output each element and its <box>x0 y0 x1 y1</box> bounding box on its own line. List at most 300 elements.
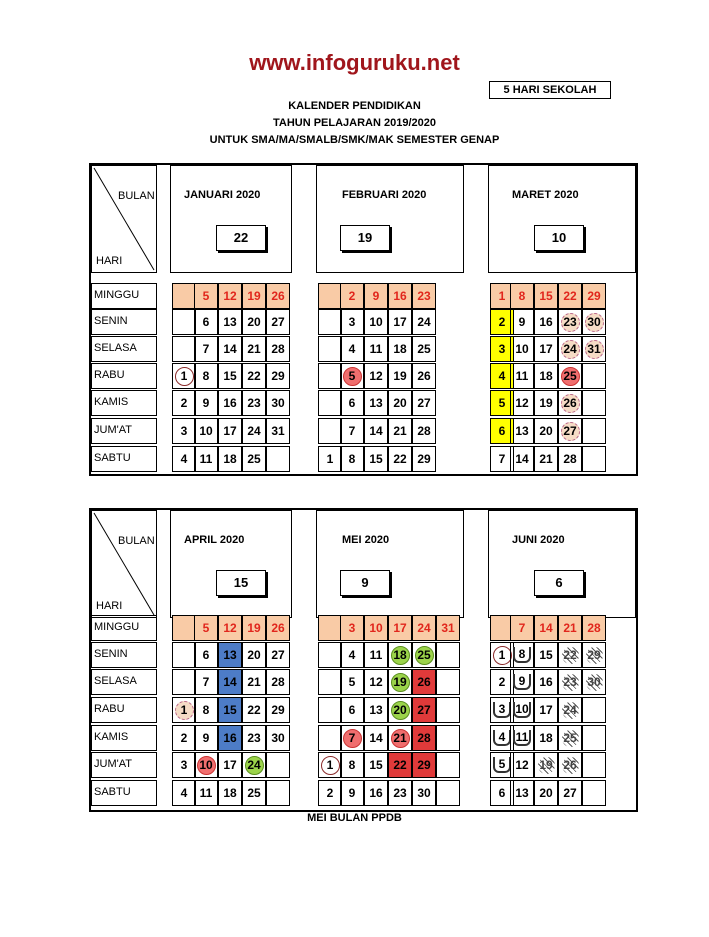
day-cell: 27 <box>412 390 436 416</box>
school-days-badge: 5 HARI SEKOLAH <box>489 81 611 99</box>
effective-days-count: 19 <box>340 225 390 251</box>
day-marker: 3 <box>493 702 511 718</box>
day-cell <box>242 752 266 778</box>
day-marker: 10 <box>197 756 216 775</box>
day-cell: 6 <box>490 780 514 806</box>
month-header-box <box>170 165 292 273</box>
day-label-box <box>91 309 157 335</box>
day-marker: 19 <box>539 758 553 772</box>
day-cell: 20 <box>388 390 412 416</box>
day-cell: 16 <box>218 725 242 751</box>
day-cell <box>266 780 290 806</box>
day-label-box <box>91 669 157 695</box>
day-label-box <box>91 283 157 309</box>
day-label-box <box>91 446 157 472</box>
day-cell: 28 <box>266 669 290 695</box>
day-cell: 16 <box>534 669 558 695</box>
day-cell <box>318 615 342 641</box>
day-cell <box>388 669 412 695</box>
day-cell: 19 <box>388 363 412 389</box>
day-cell: 25 <box>412 336 436 362</box>
day-label-box <box>91 725 157 751</box>
day-marker: 18 <box>391 646 410 665</box>
day-cell <box>318 336 342 362</box>
day-cell: 25 <box>242 780 266 806</box>
title-line-1: KALENDER PENDIDIKAN <box>288 100 421 112</box>
effective-days-count: 22 <box>216 225 266 251</box>
day-label-box <box>91 752 157 778</box>
day-cell: 13 <box>510 780 534 806</box>
day-marker: 24 <box>245 756 264 775</box>
day-cell <box>318 642 342 668</box>
day-cell: 20 <box>534 418 558 444</box>
bulan-label: BULAN <box>118 190 155 202</box>
day-cell: 3 <box>340 615 364 641</box>
day-cell: 29 <box>412 752 436 778</box>
day-cell: 26 <box>412 669 436 695</box>
day-cell: 6 <box>194 309 218 335</box>
day-cell: 4 <box>172 780 196 806</box>
day-cell <box>412 642 436 668</box>
day-marker: 20 <box>391 701 410 720</box>
day-cell <box>582 390 606 416</box>
day-label-box <box>91 615 157 641</box>
day-cell: 16 <box>534 309 558 335</box>
day-cell: 17 <box>534 336 558 362</box>
footer-note: MEI BULAN PPDB <box>307 812 402 824</box>
day-cell <box>436 752 460 778</box>
day-cell: 9 <box>340 780 364 806</box>
day-marker: 25 <box>563 731 577 745</box>
day-cell: 2 <box>172 725 196 751</box>
day-cell <box>558 336 582 362</box>
day-label-5: JUM'AT <box>94 424 132 436</box>
day-cell <box>318 283 342 309</box>
day-cell: 22 <box>388 752 412 778</box>
day-cell <box>582 642 606 668</box>
month-name: JANUARI 2020 <box>184 189 261 201</box>
day-cell: 15 <box>218 363 242 389</box>
day-cell: 26 <box>266 615 290 641</box>
day-cell: 28 <box>582 615 606 641</box>
day-cell: 6 <box>194 642 218 668</box>
day-cell: 8 <box>194 697 218 723</box>
day-cell <box>582 309 606 335</box>
day-cell: 16 <box>388 283 412 309</box>
day-cell <box>582 780 606 806</box>
day-marker: 11 <box>513 730 531 746</box>
day-cell: 17 <box>388 309 412 335</box>
day-marker: 21 <box>391 729 410 748</box>
month-header-box <box>488 165 636 273</box>
day-label-2: SELASA <box>94 675 137 687</box>
hari-label: HARI <box>96 255 123 267</box>
day-label-3: RABU <box>94 369 125 381</box>
day-marker: 26 <box>563 758 577 772</box>
day-label-1: SENIN <box>94 315 128 327</box>
day-marker: 1 <box>493 646 512 665</box>
site-url: www.infoguruku.net <box>249 50 460 75</box>
day-cell: 18 <box>534 363 558 389</box>
day-cell: 27 <box>266 642 290 668</box>
day-cell: 20 <box>242 309 266 335</box>
month-header-box <box>170 510 292 618</box>
day-cell <box>582 697 606 723</box>
day-cell <box>582 446 606 472</box>
day-cell: 16 <box>218 390 242 416</box>
day-cell: 15 <box>218 697 242 723</box>
day-label-box <box>91 697 157 723</box>
day-cell <box>558 697 582 723</box>
day-cell: 7 <box>340 418 364 444</box>
day-cell: 17 <box>218 418 242 444</box>
day-cell: 24 <box>242 418 266 444</box>
month-header-box <box>488 510 636 618</box>
day-cell <box>318 309 342 335</box>
day-cell <box>194 752 218 778</box>
day-label-4: KAMIS <box>94 396 129 408</box>
day-marker: 1 <box>175 701 194 720</box>
effective-days-count: 15 <box>216 570 266 596</box>
day-cell: 15 <box>534 642 558 668</box>
day-marker: 30 <box>587 675 601 689</box>
day-cell <box>388 725 412 751</box>
day-cell <box>318 363 342 389</box>
day-label-1: SENIN <box>94 648 128 660</box>
day-marker: 8 <box>513 647 531 663</box>
day-cell <box>436 697 460 723</box>
day-marker: 25 <box>561 367 580 386</box>
day-cell: 11 <box>194 446 218 472</box>
day-cell: 13 <box>218 309 242 335</box>
day-cell: 26 <box>412 363 436 389</box>
day-cell: 11 <box>194 780 218 806</box>
day-cell <box>266 446 290 472</box>
day-cell <box>558 725 582 751</box>
day-cell: 7 <box>194 669 218 695</box>
day-cell <box>582 752 606 778</box>
day-cell: 29 <box>266 697 290 723</box>
day-cell <box>558 390 582 416</box>
day-cell: 27 <box>412 697 436 723</box>
month-name: FEBRUARI 2020 <box>342 189 427 201</box>
day-cell <box>582 669 606 695</box>
month-name: MEI 2020 <box>342 534 390 546</box>
day-cell: 4 <box>172 446 196 472</box>
day-cell: 28 <box>266 336 290 362</box>
day-cell <box>558 309 582 335</box>
day-cell <box>510 669 534 695</box>
day-label-5: JUM'AT <box>94 758 132 770</box>
day-marker: 26 <box>561 394 580 413</box>
day-label-2: SELASA <box>94 342 137 354</box>
hari-label: HARI <box>96 600 123 612</box>
day-marker: 10 <box>513 702 531 718</box>
day-cell: 2 <box>340 283 364 309</box>
day-cell: 16 <box>364 780 388 806</box>
day-cell: 28 <box>412 418 436 444</box>
day-cell <box>388 697 412 723</box>
day-label-6: SABTU <box>94 786 131 798</box>
day-cell <box>436 642 460 668</box>
day-cell <box>266 752 290 778</box>
day-cell: 10 <box>510 336 534 362</box>
day-marker: 9 <box>513 674 531 690</box>
day-cell: 17 <box>534 697 558 723</box>
day-cell <box>388 642 412 668</box>
day-cell: 5 <box>194 283 218 309</box>
day-marker: 23 <box>563 675 577 689</box>
day-cell: 4 <box>340 642 364 668</box>
day-cell <box>534 752 558 778</box>
day-cell: 12 <box>218 615 242 641</box>
day-marker: 5 <box>343 367 362 386</box>
day-cell: 15 <box>364 752 388 778</box>
day-marker: 27 <box>561 422 580 441</box>
day-marker: 31 <box>585 340 604 359</box>
day-cell: 12 <box>510 390 534 416</box>
title-line-2: TAHUN PELAJARAN 2019/2020 <box>272 117 437 129</box>
day-cell <box>558 418 582 444</box>
day-cell <box>558 642 582 668</box>
day-cell: 18 <box>218 780 242 806</box>
day-label-0: MINGGU <box>94 289 140 301</box>
day-cell: 10 <box>364 309 388 335</box>
day-cell: 21 <box>242 336 266 362</box>
day-cell: 27 <box>266 309 290 335</box>
day-cell: 13 <box>364 390 388 416</box>
day-cell: 23 <box>388 780 412 806</box>
day-cell: 12 <box>510 752 534 778</box>
day-cell <box>172 615 196 641</box>
day-cell: 30 <box>412 780 436 806</box>
day-cell: 1 <box>318 446 342 472</box>
day-cell <box>172 283 196 309</box>
day-cell: 17 <box>218 752 242 778</box>
day-cell: 3 <box>340 309 364 335</box>
day-marker: 1 <box>175 367 194 386</box>
day-cell: 31 <box>436 615 460 641</box>
day-cell: 14 <box>218 669 242 695</box>
day-cell: 7 <box>510 615 534 641</box>
day-cell: 3 <box>490 336 514 362</box>
day-marker: 23 <box>561 313 580 332</box>
day-cell: 19 <box>242 283 266 309</box>
day-cell: 6 <box>490 418 514 444</box>
day-label-box <box>91 780 157 806</box>
day-label-box <box>91 390 157 416</box>
day-cell <box>436 780 460 806</box>
day-cell: 18 <box>534 725 558 751</box>
day-marker: 4 <box>493 730 511 746</box>
day-cell: 11 <box>364 336 388 362</box>
day-cell: 24 <box>412 309 436 335</box>
day-cell <box>558 752 582 778</box>
effective-days-count: 6 <box>534 570 584 596</box>
day-cell: 21 <box>388 418 412 444</box>
day-cell: 18 <box>388 336 412 362</box>
day-cell: 12 <box>364 363 388 389</box>
day-cell <box>340 725 364 751</box>
day-cell <box>318 390 342 416</box>
day-cell: 2 <box>318 780 342 806</box>
day-cell: 26 <box>266 283 290 309</box>
day-cell: 8 <box>340 752 364 778</box>
day-cell: 14 <box>364 725 388 751</box>
effective-days-count: 10 <box>534 225 584 251</box>
day-cell: 20 <box>534 780 558 806</box>
title-line-3: UNTUK SMA/MA/SMALB/SMK/MAK SEMESTER GENAP <box>209 134 500 146</box>
day-cell: 24 <box>412 615 436 641</box>
day-cell: 23 <box>242 390 266 416</box>
day-cell <box>318 725 342 751</box>
day-cell: 28 <box>412 725 436 751</box>
day-cell <box>436 725 460 751</box>
day-cell: 22 <box>242 363 266 389</box>
day-label-box <box>91 642 157 668</box>
day-cell: 4 <box>490 363 514 389</box>
day-cell: 10 <box>364 615 388 641</box>
day-cell <box>510 642 534 668</box>
day-cell: 7 <box>194 336 218 362</box>
day-cell: 2 <box>172 390 196 416</box>
day-label-6: SABTU <box>94 452 131 464</box>
day-cell: 13 <box>510 418 534 444</box>
day-cell: 14 <box>510 446 534 472</box>
day-cell: 23 <box>242 725 266 751</box>
day-cell <box>340 363 364 389</box>
day-cell: 17 <box>388 615 412 641</box>
day-cell: 23 <box>412 283 436 309</box>
day-cell: 7 <box>490 446 514 472</box>
day-cell: 2 <box>490 309 514 335</box>
day-cell: 3 <box>172 418 196 444</box>
day-cell: 19 <box>242 615 266 641</box>
day-cell <box>558 363 582 389</box>
day-cell: 30 <box>266 390 290 416</box>
day-cell: 22 <box>558 283 582 309</box>
day-cell: 9 <box>364 283 388 309</box>
day-cell: 5 <box>194 615 218 641</box>
day-cell <box>582 418 606 444</box>
day-cell: 28 <box>558 446 582 472</box>
day-cell <box>582 725 606 751</box>
day-marker: 30 <box>585 313 604 332</box>
day-cell: 10 <box>194 418 218 444</box>
day-cell: 29 <box>582 283 606 309</box>
day-label-box <box>91 363 157 389</box>
day-cell: 29 <box>266 363 290 389</box>
day-marker: 1 <box>321 756 340 775</box>
bulan-label: BULAN <box>118 535 155 547</box>
day-marker: 25 <box>415 646 434 665</box>
day-cell: 21 <box>558 615 582 641</box>
day-cell: 21 <box>242 669 266 695</box>
day-cell: 11 <box>364 642 388 668</box>
day-marker: 24 <box>563 703 577 717</box>
day-cell <box>172 669 196 695</box>
day-cell <box>318 669 342 695</box>
day-marker: 5 <box>493 757 511 773</box>
day-cell <box>582 363 606 389</box>
day-cell: 21 <box>534 446 558 472</box>
day-cell <box>172 363 196 389</box>
day-marker: 22 <box>563 648 577 662</box>
day-cell: 29 <box>412 446 436 472</box>
day-cell <box>510 725 534 751</box>
day-cell: 22 <box>242 697 266 723</box>
day-cell: 13 <box>218 642 242 668</box>
day-cell: 3 <box>172 752 196 778</box>
day-cell <box>436 669 460 695</box>
day-cell: 1 <box>490 283 514 309</box>
day-cell: 6 <box>340 697 364 723</box>
day-cell: 12 <box>218 283 242 309</box>
day-cell <box>318 418 342 444</box>
day-cell: 30 <box>266 725 290 751</box>
day-label-3: RABU <box>94 703 125 715</box>
effective-days-count: 9 <box>340 570 390 596</box>
day-cell: 8 <box>194 363 218 389</box>
month-name: MARET 2020 <box>512 189 579 201</box>
day-cell: 27 <box>558 780 582 806</box>
day-cell: 15 <box>364 446 388 472</box>
day-cell <box>172 309 196 335</box>
day-cell: 5 <box>490 390 514 416</box>
day-cell: 8 <box>340 446 364 472</box>
day-cell <box>318 752 342 778</box>
day-marker: 7 <box>343 729 362 748</box>
day-cell: 18 <box>218 446 242 472</box>
day-cell: 6 <box>340 390 364 416</box>
day-marker: 29 <box>587 648 601 662</box>
day-cell: 9 <box>194 390 218 416</box>
day-cell <box>172 642 196 668</box>
day-cell <box>318 697 342 723</box>
day-label-4: KAMIS <box>94 731 129 743</box>
day-cell: 22 <box>388 446 412 472</box>
day-cell: 13 <box>364 697 388 723</box>
day-cell <box>172 697 196 723</box>
day-cell <box>558 669 582 695</box>
day-marker: 19 <box>391 673 410 692</box>
day-cell <box>172 336 196 362</box>
day-marker: 24 <box>561 340 580 359</box>
day-label-0: MINGGU <box>94 621 140 633</box>
day-cell: 12 <box>364 669 388 695</box>
day-cell: 9 <box>510 309 534 335</box>
day-cell <box>582 336 606 362</box>
day-cell: 15 <box>534 283 558 309</box>
day-cell: 25 <box>242 446 266 472</box>
day-label-box <box>91 336 157 362</box>
day-cell: 20 <box>242 642 266 668</box>
day-cell: 2 <box>490 669 514 695</box>
day-cell <box>510 697 534 723</box>
day-cell: 31 <box>266 418 290 444</box>
day-cell: 5 <box>340 669 364 695</box>
month-name: JUNI 2020 <box>512 534 565 546</box>
day-cell: 14 <box>534 615 558 641</box>
day-label-box <box>91 418 157 444</box>
day-cell: 8 <box>510 283 534 309</box>
day-cell: 9 <box>194 725 218 751</box>
day-cell: 14 <box>218 336 242 362</box>
day-cell: 11 <box>510 363 534 389</box>
month-name: APRIL 2020 <box>184 534 245 546</box>
day-cell: 19 <box>534 390 558 416</box>
month-header-box <box>316 510 464 618</box>
